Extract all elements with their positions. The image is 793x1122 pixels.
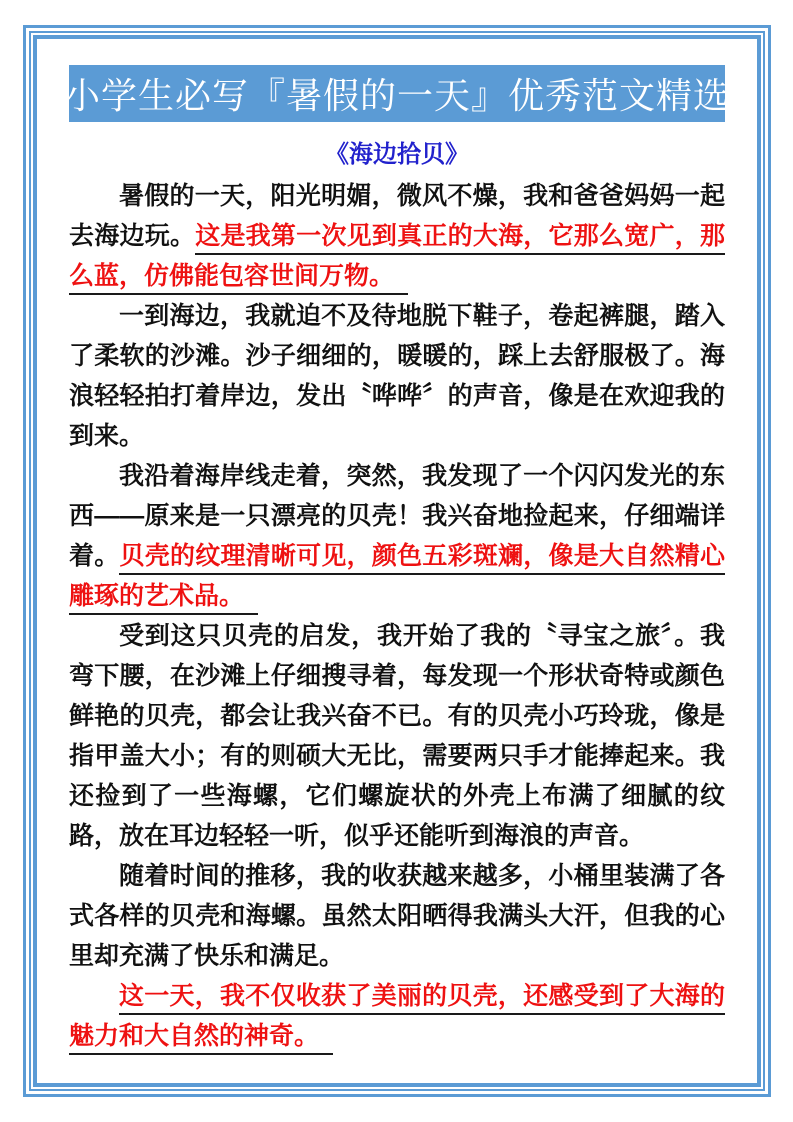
decorative-frame-inner: [33, 35, 761, 1087]
highlight-segment: 这一天，我不仅收获了美丽的贝壳，还感受到了大海的魅力和大自然的神奇。: [69, 982, 725, 1055]
text-segment: 受到这只贝壳的启发，我开始了我的〝寻宝之旅〞。我弯下腰，在沙滩上仔细搜寻着，每发现一个形状奇特或颜色鲜艳的贝壳，都会让我兴奋不已。有的贝壳小巧玲珑，像是指甲盖大小；有的则硕大无比，需要两只手才能捧起来。我还捡到了一些海螺，它们螺旋状的外壳上布满了细腻的纹路，放在耳边轻轻一听，似乎还能听到海浪的声音。: [69, 622, 725, 850]
text-segment: 暑假的一天，阳光明媚，微风不燥，我和爸爸妈妈一起去海边玩。: [69, 182, 725, 250]
paragraph: [69, 456, 725, 616]
decorative-frame-outer: [23, 25, 771, 1097]
paragraph: [69, 616, 725, 856]
paragraph: [69, 296, 725, 456]
text-segment: 我沿着海岸线走着，突然，我发现了一个闪闪发光的东西——原来是一只漂亮的贝壳！我兴奋地捡起来，仔细端详着。: [69, 462, 725, 570]
highlight-segment: 这是我第一次见到真正的大海，它那么宽广，那么蓝，仿佛能包容世间万物。: [69, 222, 725, 295]
paragraph: [69, 856, 725, 976]
essay-body: [69, 176, 725, 1056]
decorative-frame-middle: [29, 31, 765, 1091]
highlight-segment: 贝壳的纹理清晰可见，颜色五彩斑斓，像是大自然精心雕琢的艺术品。: [69, 542, 725, 615]
header-banner-title: 小学生必写『暑假的一天』优秀范文精选: [64, 76, 731, 117]
paragraph: [69, 976, 725, 1056]
text-segment: 随着时间的推移，我的收获越来越多，小桶里装满了各式各样的贝壳和海螺。虽然太阳晒得我满头大汗，但我的心里却充满了快乐和满足。: [69, 862, 725, 970]
header-banner: [64, 65, 731, 122]
paragraph: [69, 176, 725, 296]
essay-title: 《海边拾贝》: [325, 141, 469, 168]
text-segment: 一到海边，我就迫不及待地脱下鞋子，卷起裤腿，踏入了柔软的沙滩。沙子细细的，暖暖的，踩上去舒服极了。海浪轻轻拍打着岸边，发出〝哗哗〞的声音，像是在欢迎我的到来。: [69, 302, 725, 450]
